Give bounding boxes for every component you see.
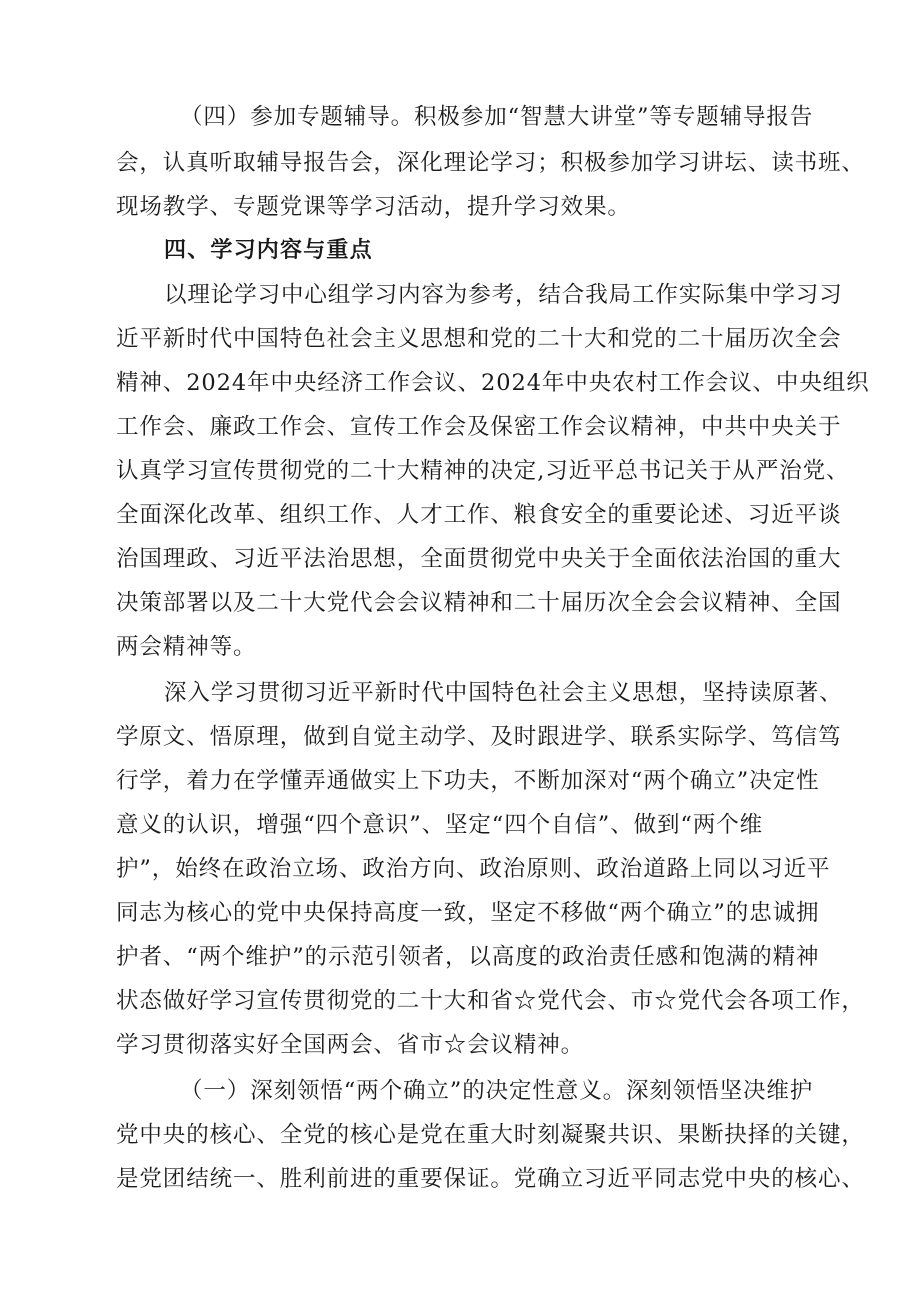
paragraph-line: （四）参加专题辅导。积极参加“智慧大讲堂”等专题辅导报告 (180, 104, 814, 130)
paragraph-line: 党中央的核心、全党的核心是党在重大时刻凝聚共识、果断抉择的关键， (116, 1122, 865, 1148)
paragraph-line: 精神、2024年中央经济工作会议、2024年中央农村工作会议、中央组织 (116, 370, 870, 396)
paragraph-line: 学原文、悟原理，做到自觉主动学、及时跟进学、联系实际学、笃信笃 (116, 724, 842, 750)
paragraph-line: 行学，着力在学懂弄通做实上下功夫，不断加深对“两个确立”决定性 (116, 768, 820, 794)
paragraph-line: 同志为核心的党中央保持高度一致，坚定不移做“两个确立”的忠诚拥 (116, 900, 820, 926)
paragraph-line: 深入学习贯彻习近平新时代中国特色社会主义思想，坚持读原著、 (164, 680, 843, 706)
paragraph-line: 以理论学习中心组学习内容为参考，结合我局工作实际集中学习习 (164, 282, 843, 308)
paragraph-line: 治国理政、习近平法治思想，全面贯彻党中央关于全面依法治国的重大 (116, 546, 842, 572)
paragraph-line: （一）深刻领悟“两个确立”的决定性意义。深刻领悟坚决维护 (180, 1078, 814, 1104)
section-heading: 四、学习内容与重点 (164, 238, 373, 263)
paragraph-line: 是党团结统一、胜利前进的重要保证。党确立习近平同志党中央的核心、 (116, 1166, 865, 1192)
paragraph-line: 认真学习宣传贯彻党的二十大精神的决定,习近平总书记关于从严治党、 (116, 458, 850, 484)
paragraph-line: 工作会、廉政工作会、宣传工作会及保密工作会议精神，中共中央关于 (116, 414, 842, 440)
paragraph-line: 意义的认识，增强“四个意识”、坚定“四个自信”、做到“两个维 (116, 812, 764, 838)
paragraph-line: 学习贯彻落实好全国两会、省市☆会议精神。 (116, 1032, 585, 1058)
paragraph-line: 护者、“两个维护”的示范引领者，以高度的政治责任感和饱满的精神 (116, 944, 820, 970)
paragraph-line: 状态做好学习宣传贯彻党的二十大和省☆党代会、市☆党代会各项工作， (116, 988, 865, 1014)
paragraph-line: 近平新时代中国特色社会主义思想和党的二十大和党的二十届历次全会 (116, 326, 842, 352)
paragraph-line: 护”，始终在政治立场、政治方向、政治原则、政治道路上同以习近平 (116, 856, 831, 882)
paragraph-line: 现场教学、专题党课等学习活动，提升学习效果。 (116, 194, 631, 220)
paragraph-line: 两会精神等。 (116, 634, 257, 660)
paragraph-line: 会，认真听取辅导报告会，深化理论学习；积极参加学习讲坛、读书班、 (116, 150, 865, 176)
paragraph-line: 决策部署以及二十大党代会会议精神和二十届历次全会会议精神、全国 (116, 590, 842, 616)
paragraph-line: 全面深化改革、组织工作、人才工作、粮食安全的重要论述、习近平谈 (116, 502, 842, 528)
